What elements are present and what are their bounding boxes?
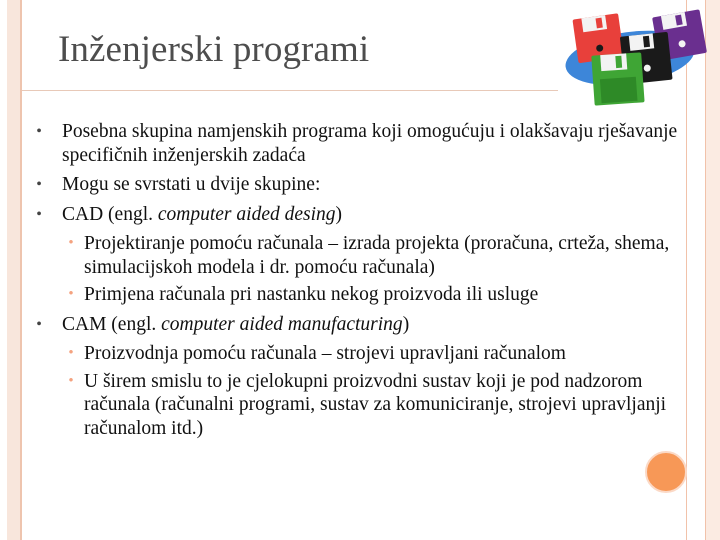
- accent-circle-decoration: [645, 451, 687, 493]
- bullet-text-suffix: ): [335, 203, 343, 225]
- sub-bullet-icon: •: [68, 372, 74, 389]
- bullet-item-cam: [32, 313, 692, 337]
- sub-bullet-text: Proizvodnja pomoću računala – strojevi upravljani računalom: [84, 343, 566, 364]
- bullet-text-italic: computer aided desing: [157, 203, 336, 225]
- bullet-text-prefix: CAD (engl.: [62, 203, 158, 225]
- sub-bullet-text: Projektiranje pomoću računala – izrada projekta (proračuna, crteža, shema, simulacijskoh modela i dr. pomoću računala): [84, 233, 670, 278]
- bullet-icon: •: [36, 315, 42, 333]
- bullet-text-italic: computer aided manufacturing: [161, 313, 403, 335]
- bullet-text-suffix: ): [402, 313, 410, 335]
- bullet-item: [32, 173, 692, 197]
- bullet-text-prefix: CAM (engl.: [62, 313, 162, 335]
- bullet-text: Posebna skupina namjenskih programa koji omogućuju i olakšavaju rješavanje specifičnih inženjerskih zadaća: [62, 121, 678, 166]
- bullet-item: [32, 120, 692, 167]
- bullet-icon: •: [36, 176, 42, 193]
- floppy-disks-icon: [560, 8, 710, 108]
- sub-bullet-icon: •: [68, 345, 74, 361]
- sub-bullet-icon: •: [68, 235, 74, 251]
- slide-content: [32, 120, 692, 444]
- bullet-icon: •: [36, 123, 42, 140]
- sub-bullet-text: U širem smislu to je cjelokupni proizvodni sustav koji je pod nadzorom računala (računalni programi, sustav za komuniciranje, strojevi upravljanji računalom itd.): [84, 370, 667, 439]
- left-frame-decoration: [7, 0, 22, 540]
- bullet-item-cad: [32, 203, 692, 227]
- bullet-icon: •: [36, 205, 42, 223]
- sub-bullet-item: [32, 370, 692, 441]
- sub-bullet-item: [32, 342, 692, 366]
- sub-bullet-text: Primjena računala pri nastanku nekog proizvoda ili usluge: [84, 284, 539, 305]
- title-underline: [22, 90, 558, 91]
- sub-bullet-item: [32, 232, 692, 279]
- sub-bullet-item: [32, 283, 692, 307]
- slide-title: Inženjerski programi: [58, 29, 370, 70]
- sub-bullet-icon: •: [68, 286, 74, 302]
- bullet-text: Mogu se svrstati u dvije skupine:: [62, 174, 321, 195]
